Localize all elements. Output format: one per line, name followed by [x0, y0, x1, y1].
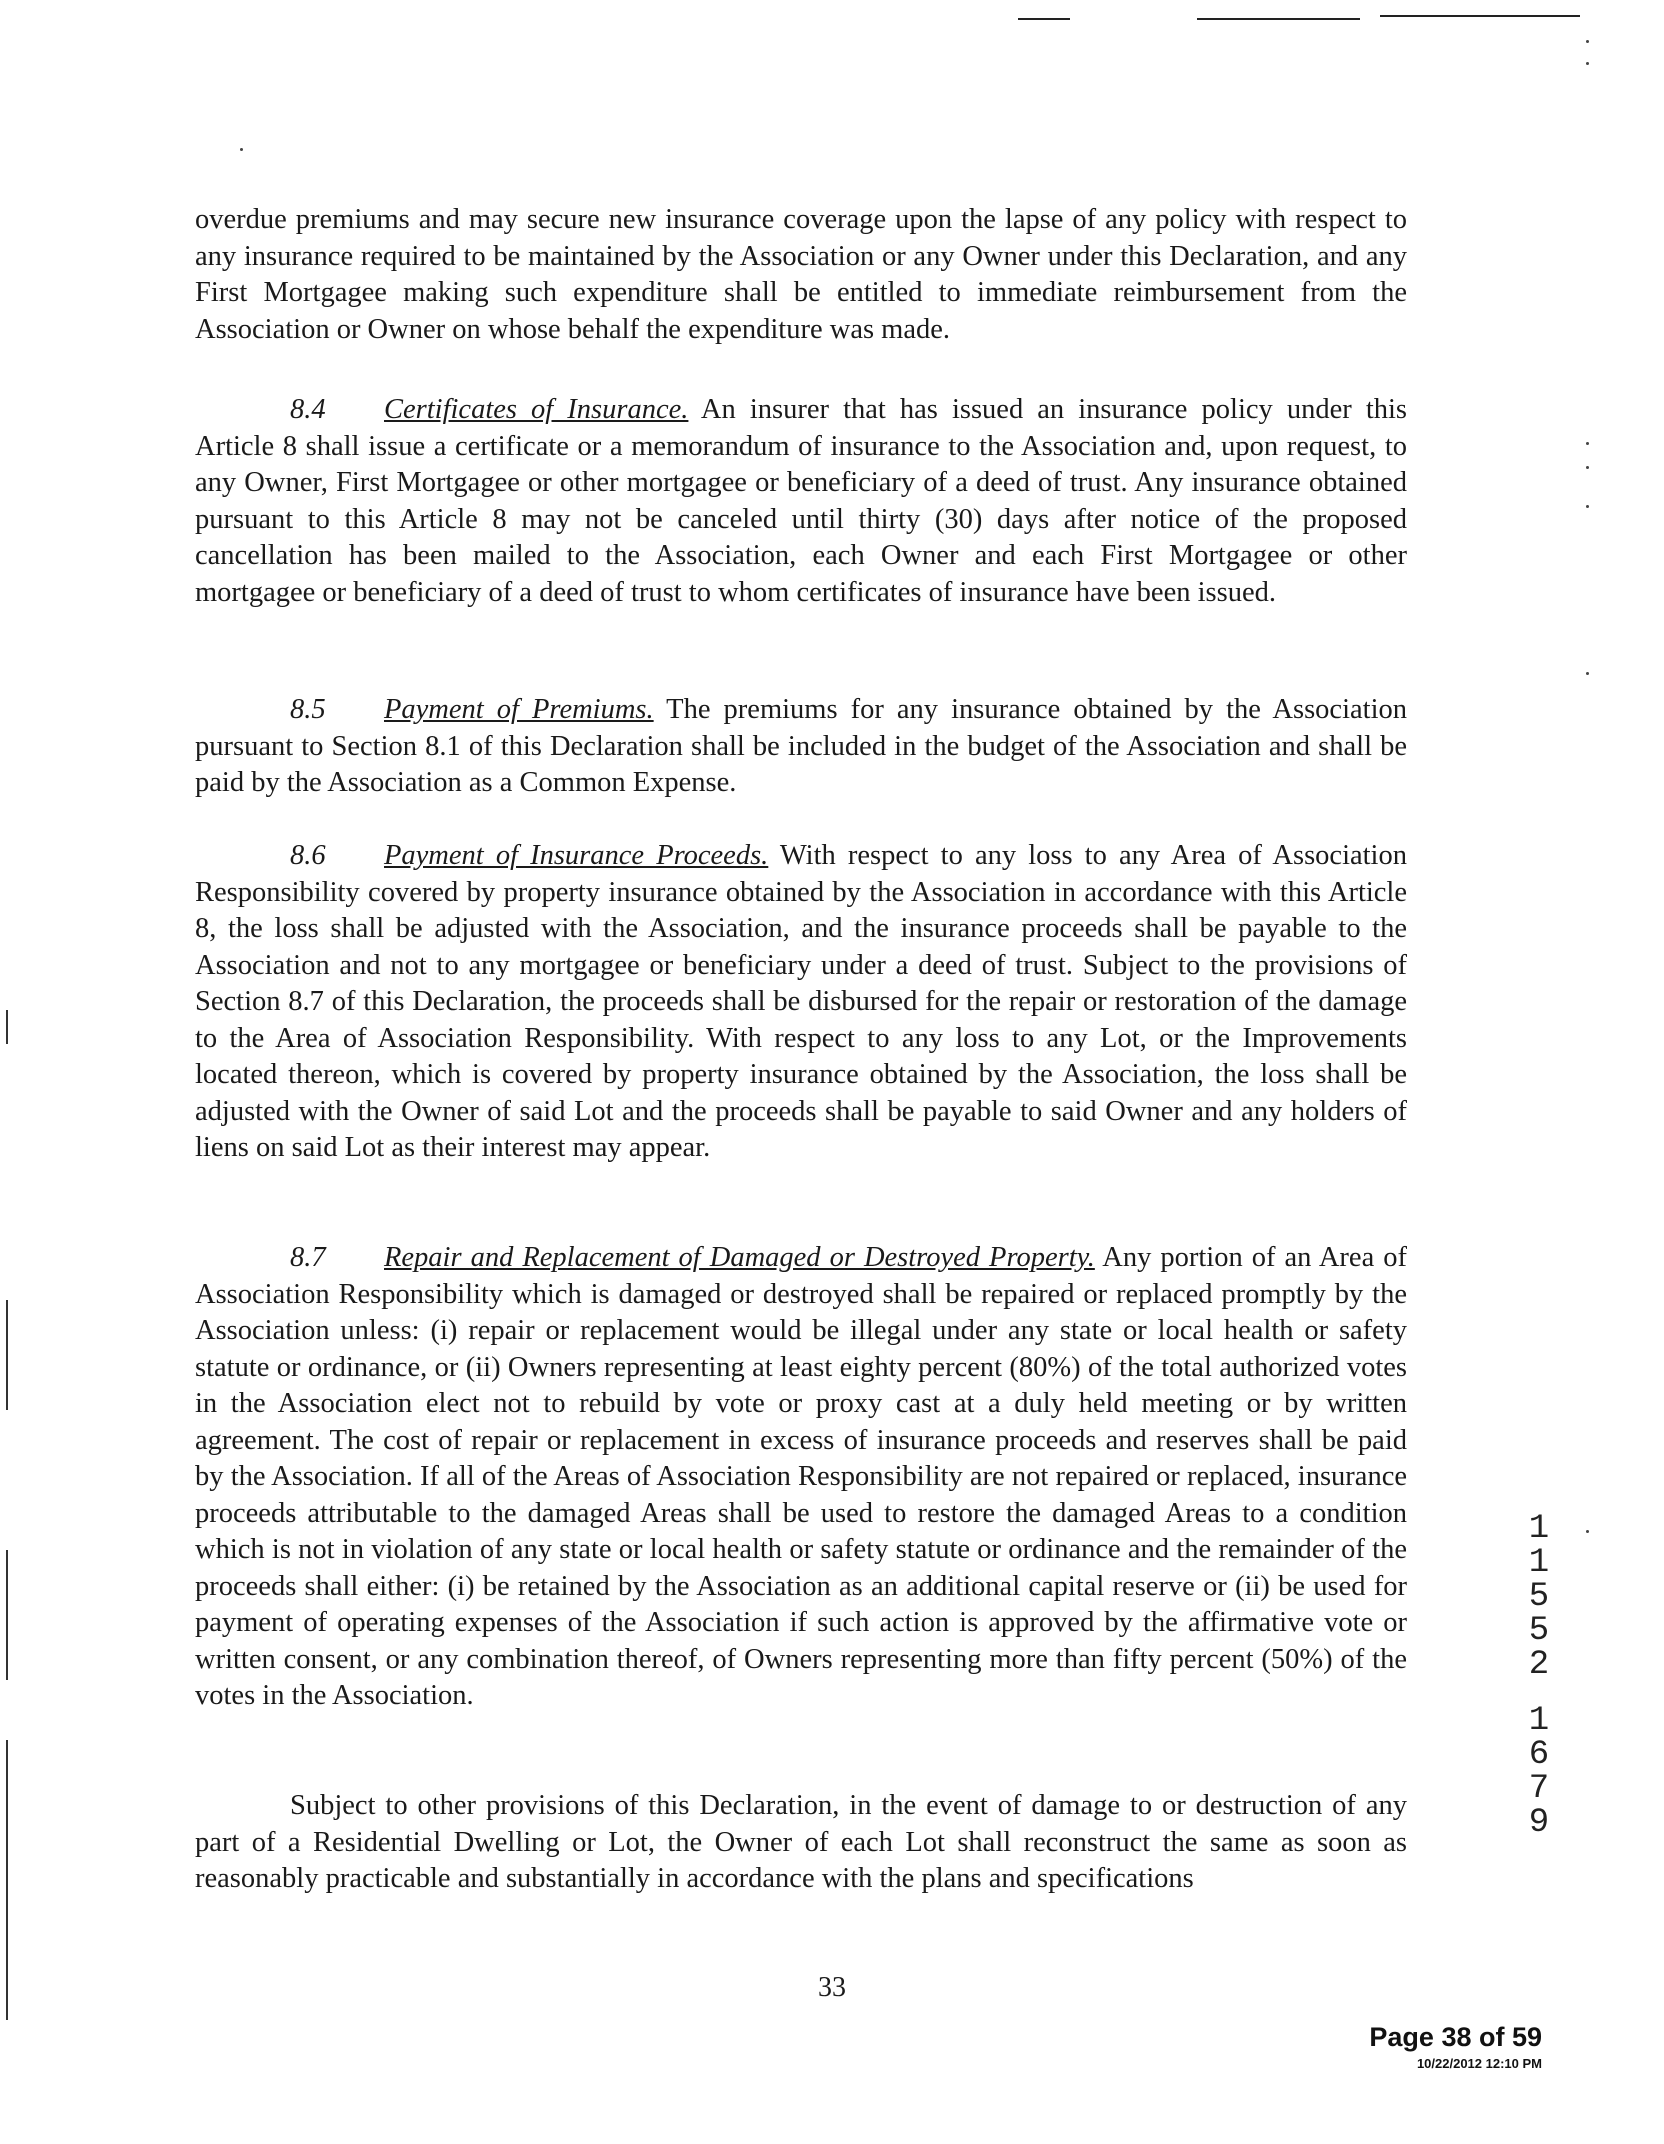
scan-speck — [1586, 442, 1589, 445]
stamp-digit: 5 — [1528, 1578, 1550, 1616]
paragraph-continuation: overdue premiums and may secure new insurance coverage upon the lapse of any policy with respect to any insurance required to be maintained by the Association or any Owner under this Declaration, and any First Mortgagee making such expenditure shall be entitled to immediate reimbursement from the Association or Owner on whose behalf the expenditure was made. — [195, 204, 1407, 345]
section-body: The premiums for any insurance obtained by the Association pursuant to Section 8.1 of this Declaration shall be included in the budget of the Association and shall be paid by the Association as a Common Expense. — [195, 694, 1407, 798]
section-number: 8.6 — [290, 840, 326, 871]
section-heading: Repair and Replacement of Damaged or Destroyed Property. — [384, 1242, 1095, 1273]
section-8-5 — [195, 692, 1407, 802]
scan-speck — [1586, 62, 1589, 65]
stamp-digit: 2 — [1528, 1646, 1550, 1684]
scan-speck — [1586, 40, 1589, 43]
stamp-digit: 9 — [1528, 1804, 1550, 1842]
scan-speck — [240, 148, 243, 151]
section-heading: Payment of Premiums. — [384, 694, 654, 725]
paragraph-reconstruction: Subject to other provisions of this Declaration, in the event of damage to or destruction of any part of a Residential Dwelling or Lot, the Owner of each Lot shall reconstruct the same as soon as reasonably practicable and substantially in accordance with the plans and specifications — [195, 1790, 1407, 1894]
section-number: 8.5 — [290, 694, 326, 725]
scan-speck — [1586, 505, 1589, 508]
scan-speck — [1586, 672, 1589, 675]
stamp-digit: 1 — [1528, 1510, 1550, 1548]
date-stamp: 10/22/2012 12:10 PM — [1416, 2056, 1542, 2071]
recording-number-stamp — [1524, 1512, 1554, 1840]
page-number: 33 — [818, 1972, 846, 2003]
stamp-digit: 7 — [1528, 1770, 1550, 1808]
section-number: 8.4 — [290, 394, 326, 425]
page-stamp: Page 38 of 59 — [1369, 2022, 1542, 2052]
section-body: Any portion of an Area of Association Responsibility which is damaged or destroyed shall be repaired or replaced promptly by the Association unless: (i) repair or replacement would be illegal under any state or local health or safety statute or ordinance, or (ii) Owners representing at least eighty percent (80%) of the total authorized votes in the Association elect not to rebuild by vote or proxy cast at a duly held meeting or by written agreement. The cost of repair or replacement in excess of insurance proceeds and reserves shall be paid by the Association. If all of the Areas of Association Responsibility are not repaired or replaced, insurance proceeds attributable to the damaged Areas shall be used to restore the damaged Areas to a condition which is not in violation of any state or local health or safety statute or ordinance and the remainder of the proceeds shall either: (i) be retained by the Association as an additional capital reserve or (ii) be used for payment of operating expenses of the Association if such action is approved by the affirmative vote or written consent, or any combination thereof, of Owners representing more than fifty percent (50%) of the votes in the Association. — [195, 1242, 1407, 1711]
scan-line — [6, 1300, 8, 1410]
section-body: With respect to any loss to any Area of Association Responsibility covered by property insurance obtained by the Association in accordance with this Article 8, the loss shall be adjusted with the Association, and the insurance proceeds shall be payable to the Association and not to any mortgagee or beneficiary under a deed of trust. Subject to the provisions of Section 8.7 of this Declaration, the proceeds shall be disbursed for the repair or restoration of the damage to the Area of Association Responsibility. With respect to any loss to any Lot, or the Improvements located thereon, which is covered by property insurance obtained by the Association, the loss shall be adjusted with the Owner of said Lot and the proceeds shall be payable to said Owner and any holders of liens on said Lot as their interest may appear. — [195, 840, 1407, 1163]
section-8-4 — [195, 392, 1407, 611]
section-8-7 — [195, 1240, 1407, 1715]
scan-line — [6, 1010, 8, 1044]
section-heading: Certificates of Insurance. — [384, 394, 689, 425]
scan-speck — [1586, 1530, 1589, 1533]
section-number: 8.7 — [290, 1242, 326, 1273]
scan-rule — [1197, 18, 1360, 20]
section-8-6 — [195, 838, 1407, 1167]
scan-rule — [1380, 15, 1580, 17]
stamp-digit: 6 — [1528, 1736, 1550, 1774]
scan-line — [6, 1550, 8, 1680]
stamp-digit: 1 — [1528, 1702, 1550, 1740]
section-body: An insurer that has issued an insurance policy under this Article 8 shall issue a certificate or a memorandum of insurance to the Association and, upon request, to any Owner, First Mortgagee or other mortgagee or beneficiary of a deed of trust. Any insurance obtained pursuant to this Article 8 may not be canceled until thirty (30) days after notice of the proposed cancellation has been mailed to the Association, each Owner and each First Mortgagee or other mortgagee or beneficiary of a deed of trust to whom certificates of insurance have been issued. — [195, 394, 1408, 608]
scan-rule — [1018, 18, 1070, 20]
section-heading: Payment of Insurance Proceeds. — [384, 840, 769, 871]
stamp-digit: 5 — [1528, 1612, 1550, 1650]
scan-speck — [1586, 466, 1589, 469]
stamp-digit: 1 — [1528, 1544, 1550, 1582]
